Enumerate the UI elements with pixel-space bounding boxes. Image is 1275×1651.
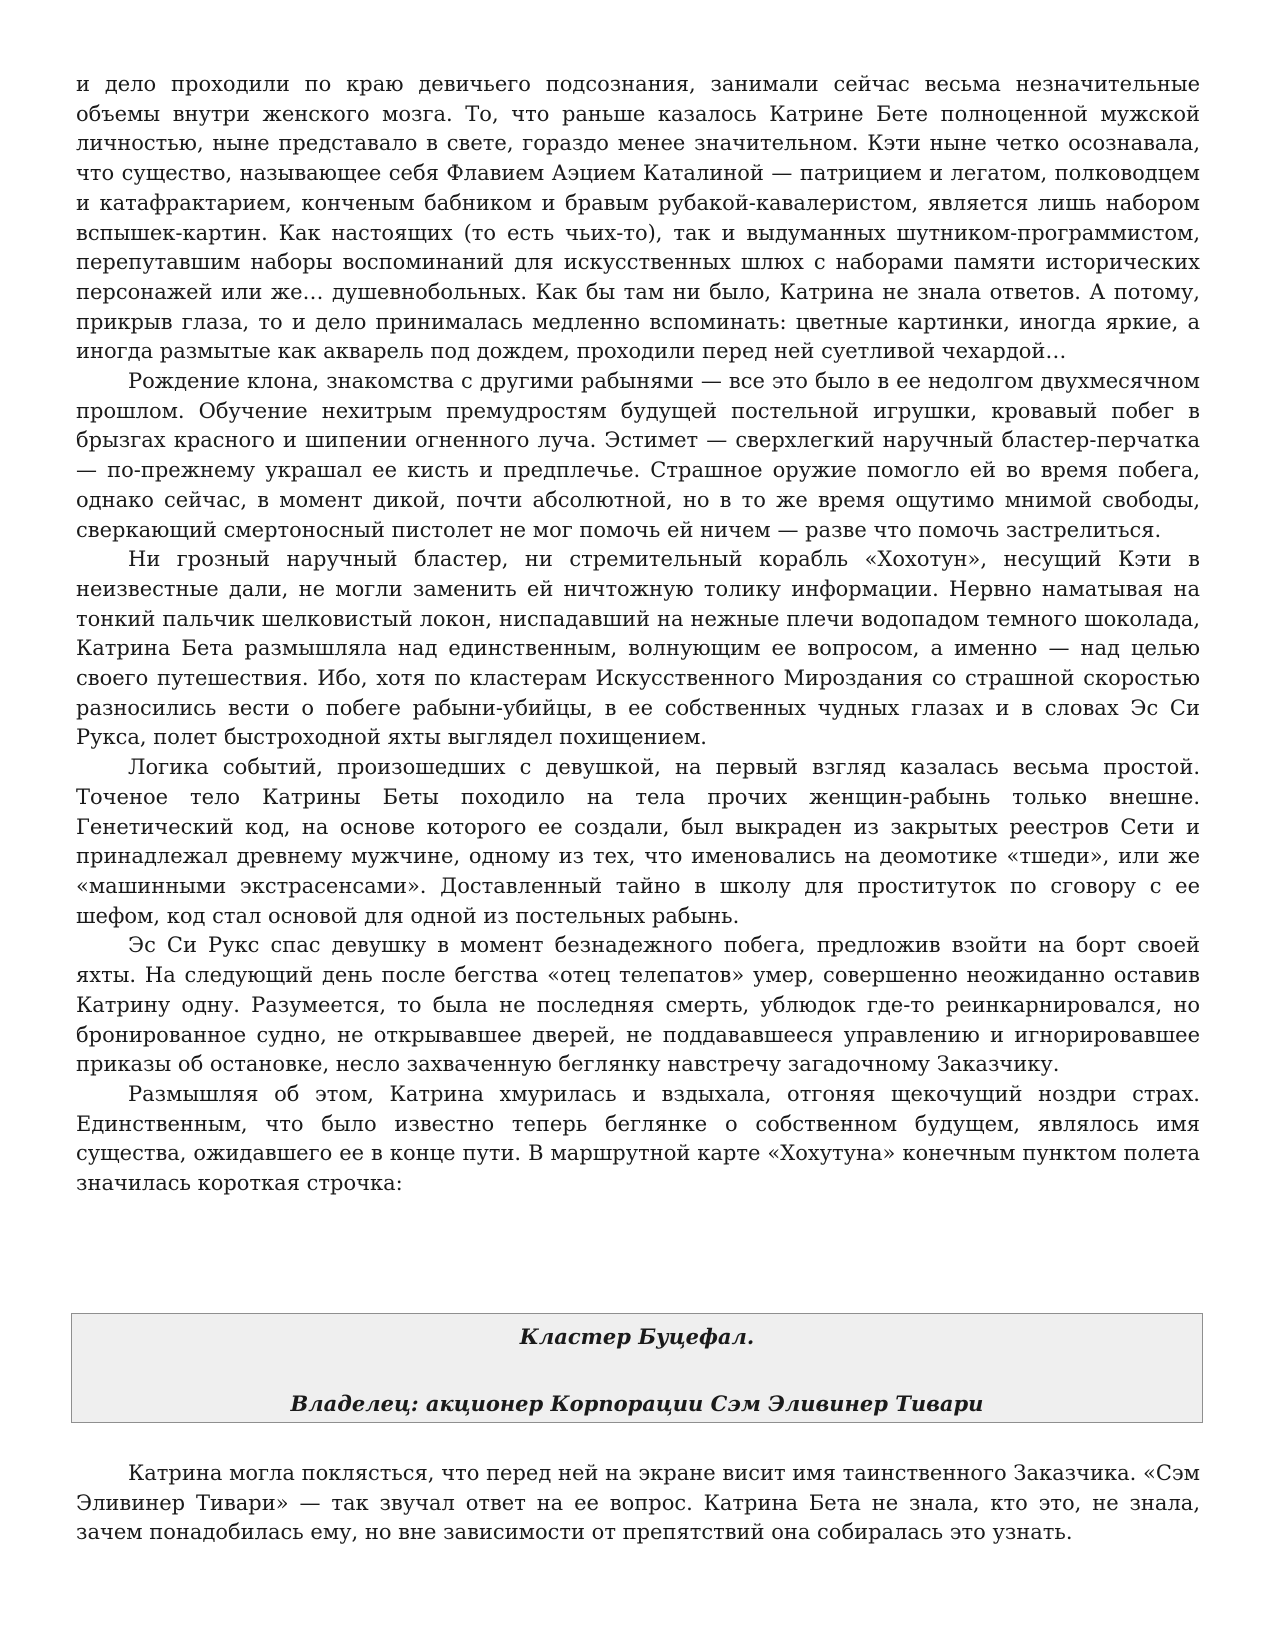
route-card-owner: Владелец: акционер Корпорации Сэм Эливинер Тивари: [290, 1391, 984, 1416]
closing-text: [76, 1459, 1200, 1548]
paragraph-5: Эс Си Рукс спас девушку в момент безнадежного побега, предложив взойти на борт своей яхты. На следующий день после бегства «отец телепатов» умер, совершенно неожиданно оставив Катрину одну. Разумеется, то была не последняя смерть, ублюдок где-то реинкарнировался, но бронированное судно, не открывавшее дверей, не поддававшееся управлению и игнорировавшее приказы об остановке, несло захваченную беглянку навстречу загадочному Заказчику.: [76, 933, 1200, 1077]
paragraph-3: Ни грозный наручный бластер, ни стремительный корабль «Хохотун», несущий Кэти в неизвестные дали, не могли заменить ей ничтожную толику информации. Нервно наматывая на тонкий пальчик шелковистый локон, ниспадавший на нежные плечи водопадом темного шоколада, Катрина Бета размышляла над единственным, волнующим ее вопросом, а именно — над целью своего путешествия. Ибо, хотя по кластерам Искусственного Мироздания со страшной скоростью разносились вести о побеге рабыни-убийцы, в ее собственных чудных глазах и в словах Эс Си Рукса, полет быстроходной яхты выглядел похищением.: [76, 547, 1200, 750]
paragraph-1: и дело проходили по краю девичьего подсознания, занимали сейчас весьма незначительные объемы внутри женского мозга. То, что раньше казалось Катрине Бете полноценной мужской личностью, ныне представало в свете, гораздо менее значительном. Кэти ныне четко осознавала, что существо, называющее себя Флавием Аэцием Каталиной — патрицием и легатом, полководцем и катафрактарием, конченым бабником и бравым рубакой-кавалеристом, является лишь набором вспышек-картин. Как настоящих (то есть чьих-то), так и выдуманных шутником-программистом, перепутавшим наборы воспоминаний для искусственных шлюх с наборами памяти исторических персонажей или же… душевнобольных. Как бы там ни было, Катрина не знала ответов. А потому, прикрыв глаза, то и дело принималась медленно вспоминать: цветные картинки, иногда яркие, а иногда размытые как акварель под дождем, проходили перед ней суетливой чехардой…: [76, 72, 1200, 364]
paragraph-2: Рождение клона, знакомства с другими рабынями — все это было в ее недолгом двухмесячном прошлом. Обучение нехитрым премудростям будущей постельной игрушки, кровавый побег в брызгах красного и шипении огненного луча. Эстимет — сверхлегкий наручный бластер-перчатка — по-прежнему украшал ее кисть и предплечье. Страшное оружие помогло ей во время побега, однако сейчас, в момент дикой, почти абсолютной, но в то же время ощутимо мнимой свободы, сверкающий смертоносный пистолет не мог помочь ей ничем — разве что помочь застрелиться.: [76, 369, 1200, 542]
body-text: [76, 70, 1200, 1199]
paragraph-6: Размышляя об этом, Катрина хмурилась и вздыхала, отгоняя щекочущий ноздри страх. Единственным, что было известно теперь беглянке о собственном будущем, являлось имя существа, ожидавшего ее в конце пути. В маршрутной карте «Хохутуна» конечным пунктом полета значилась короткая строчка:: [76, 1081, 1200, 1196]
paragraph-4: Логика событий, произошедших с девушкой, на первый взгляд казалась весьма простой. Точеное тело Катрины Беты походило на тела прочих женщин-рабынь только внешне. Генетический код, на основе которого ее создали, был выкраден из закрытых реестров Сети и принадлежал древнему мужчине, одному из тех, что именовались на деомотике «тшеди», или же «машинными экстрасенсами». Доставленный тайно в школу для проституток по сговору с ее шефом, код стал основой для одной из постельных рабынь.: [76, 755, 1200, 928]
route-card-cluster: Кластер Буцефал.: [519, 1324, 755, 1349]
closing-paragraph: Катрина могла поклясться, что перед ней на экране висит имя таинственного Заказчика. «Сэм Эливинер Тивари» — так звучал ответ на ее вопрос. Катрина Бета не знала, кто это, не знала, зачем понадобилась ему, но вне зависимости от препятствий она собиралась это узнать.: [76, 1461, 1200, 1545]
route-card-box: [71, 1313, 1203, 1423]
